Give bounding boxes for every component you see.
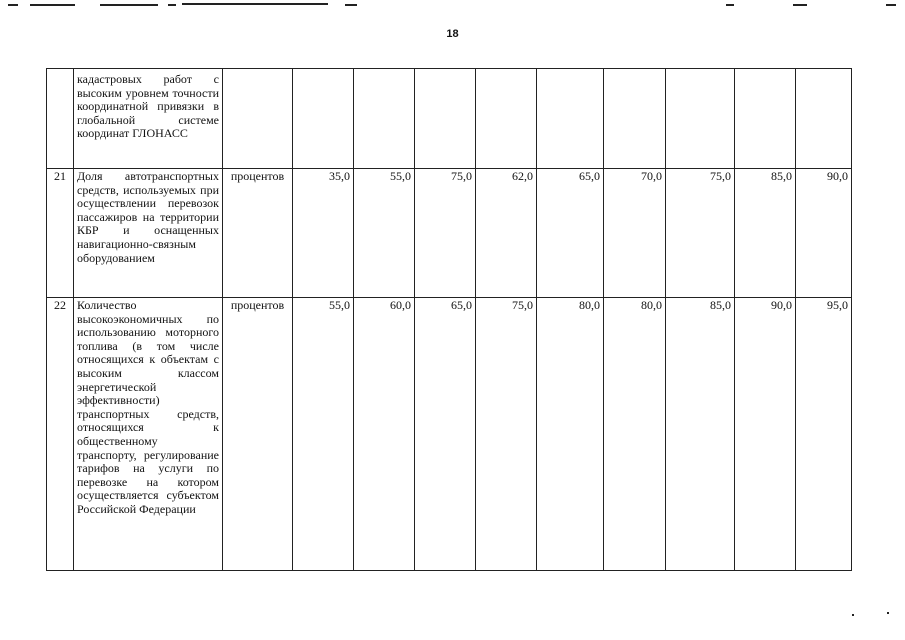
value-cell: 55,0 (354, 169, 415, 298)
value-cell: 85,0 (735, 169, 796, 298)
value-cell (735, 69, 796, 169)
scan-artifact (345, 4, 357, 6)
value-cell: 75,0 (415, 169, 476, 298)
value-cell: 75,0 (666, 169, 735, 298)
row-unit (223, 69, 293, 169)
row-description: Доля автотранспортных средств, используемых при осуществлении перевозок пассажиров на территории КБР и оснащенных навигационно-связным оборудованием (74, 169, 223, 298)
value-cell (604, 69, 666, 169)
row-index: 21 (47, 169, 74, 298)
scan-artifact (887, 612, 889, 614)
value-cell: 95,0 (796, 298, 852, 571)
value-cell: 70,0 (604, 169, 666, 298)
scan-artifact (168, 4, 176, 6)
scan-artifact (100, 4, 158, 6)
value-cell: 90,0 (796, 169, 852, 298)
scan-artifact (793, 4, 807, 6)
value-cell (293, 69, 354, 169)
value-cell: 35,0 (293, 169, 354, 298)
page-number: 18 (446, 28, 459, 40)
value-cell: 60,0 (354, 298, 415, 571)
value-cell: 80,0 (537, 298, 604, 571)
scan-artifact (8, 4, 18, 6)
value-cell: 80,0 (604, 298, 666, 571)
table-row (47, 298, 852, 571)
value-cell: 65,0 (415, 298, 476, 571)
row-index: 22 (47, 298, 74, 571)
scan-artifact (182, 3, 328, 5)
table-row (47, 69, 852, 169)
value-cell: 55,0 (293, 298, 354, 571)
value-cell (476, 69, 537, 169)
value-cell: 90,0 (735, 298, 796, 571)
table-row (47, 169, 852, 298)
data-table (46, 68, 852, 571)
value-cell: 65,0 (537, 169, 604, 298)
row-unit: процентов (223, 298, 293, 571)
row-description: Количество высокоэкономичных по использованию моторного топлива (в том числе относящихся к объектам с высоким классом энергетической эффективности) транспортных средств, относящихся к общественному транспорту, регулирование тарифов на услуги по перевозке на котором осуществляется субъектом Российской Федерации (74, 298, 223, 571)
row-description: кадастровых работ с высоким уровнем точности координатной привязки в глобальной системе координат ГЛОНАСС (74, 69, 223, 169)
row-index (47, 69, 74, 169)
value-cell: 85,0 (666, 298, 735, 571)
scan-artifact (886, 4, 896, 6)
row-unit: процентов (223, 169, 293, 298)
value-cell (666, 69, 735, 169)
value-cell (796, 69, 852, 169)
value-cell: 62,0 (476, 169, 537, 298)
value-cell: 75,0 (476, 298, 537, 571)
value-cell (354, 69, 415, 169)
scan-artifact (726, 4, 734, 6)
value-cell (415, 69, 476, 169)
scan-artifact (852, 614, 854, 616)
scan-artifact (30, 4, 75, 6)
value-cell (537, 69, 604, 169)
